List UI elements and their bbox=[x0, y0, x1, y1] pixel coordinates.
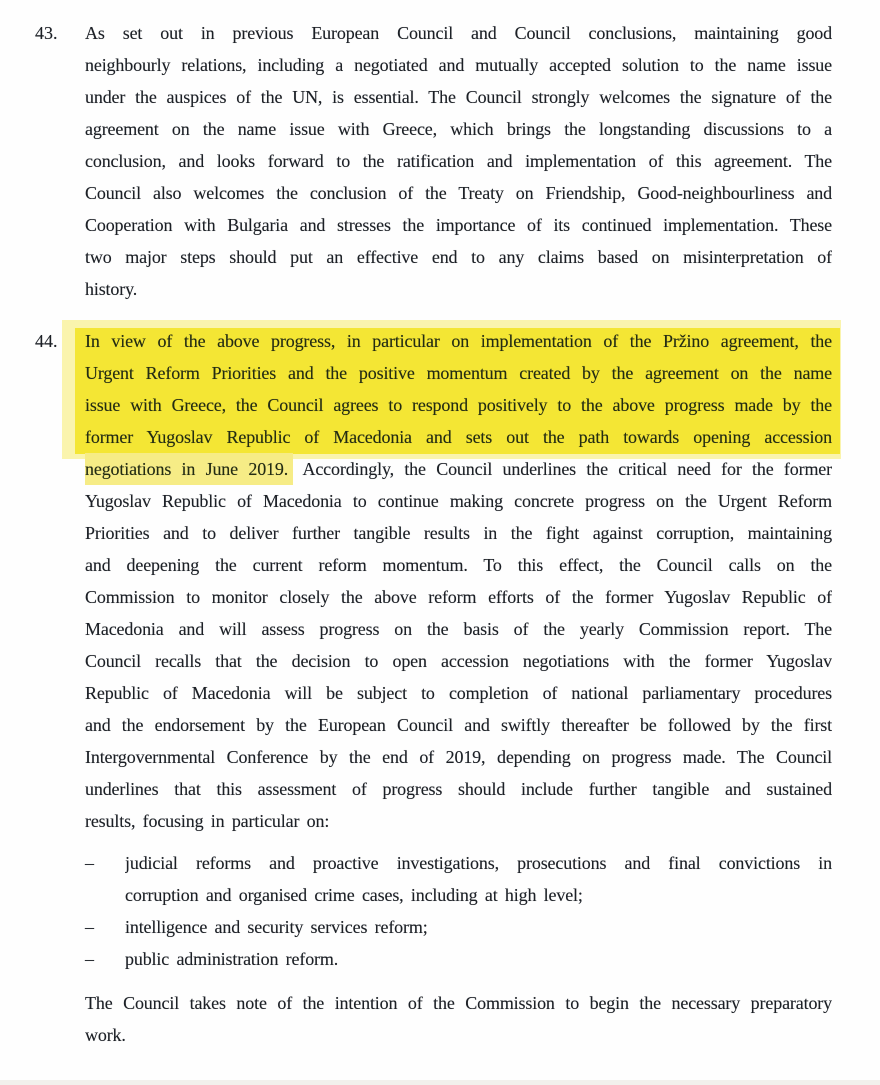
text-line: intelligence and security services reform; bbox=[125, 917, 428, 937]
text-line: Commission to monitor closely the above reform efforts of the former Yugoslav Republic of bbox=[85, 587, 832, 607]
list-item bbox=[85, 943, 832, 975]
paragraph-number: 44. bbox=[35, 331, 58, 351]
text-line: Council recalls that the decision to open accession negotiations with the former Yugoslav bbox=[85, 651, 832, 671]
text-line: Intergovernmental Conference by the end of 2019, depending on progress made. The Council bbox=[85, 747, 832, 767]
text-line: under the auspices of the UN, is essential. The Council strongly welcomes the signature of the bbox=[85, 87, 832, 107]
text-line: neighbourly relations, including a negotiated and mutually accepted solution to the name issue bbox=[85, 55, 832, 75]
bullet-dash: – bbox=[85, 949, 94, 969]
text-line: judicial reforms and proactive investigations, prosecutions and final convictions in bbox=[125, 853, 832, 873]
text-line: conclusion, and looks forward to the ratification and implementation of this agreement. The bbox=[85, 151, 832, 171]
highlighted-text: issue with Greece, the Council agrees to respond positively to the above progress made by the bbox=[85, 395, 832, 415]
text-line: public administration reform. bbox=[125, 949, 339, 969]
text-line: Yugoslav Republic of Macedonia to continue making concrete progress on the Urgent Reform bbox=[85, 491, 832, 511]
highlighted-text-line bbox=[85, 325, 832, 357]
text-line: As set out in previous European Council and Council conclusions, maintaining good bbox=[85, 23, 832, 43]
paragraph-number: 43. bbox=[35, 23, 58, 43]
text-line: corruption and organised crime cases, including at high level; bbox=[125, 885, 583, 905]
text-line: The Council takes note of the intention of the Commission to begin the necessary preparatory bbox=[85, 993, 832, 1013]
document-body bbox=[35, 17, 832, 1051]
bullet-dash: – bbox=[85, 853, 94, 873]
text-line: Republic of Macedonia will be subject to completion of national parliamentary procedures bbox=[85, 683, 832, 703]
paragraph-44 bbox=[35, 325, 832, 837]
highlighted-text-line bbox=[85, 389, 832, 421]
bullet-list bbox=[85, 847, 832, 975]
text-line: Priorities and to deliver further tangible results in the fight against corruption, maintaining bbox=[85, 523, 832, 543]
closing-paragraph bbox=[85, 987, 832, 1051]
text-line: and deepening the current reform momentum. To this effect, the Council calls on the bbox=[85, 555, 832, 575]
text-line: history. bbox=[85, 279, 138, 299]
list-item bbox=[85, 847, 832, 911]
highlighted-text-line bbox=[85, 421, 832, 453]
highlighted-text: In view of the above progress, in particular on implementation of the Pržino agreement, the bbox=[85, 331, 832, 351]
text-line: and the endorsement by the European Council and swiftly thereafter be followed by the first bbox=[85, 715, 832, 735]
list-item bbox=[85, 911, 832, 943]
page-scan-edge bbox=[0, 1080, 880, 1085]
highlighted-text: former Yugoslav Republic of Macedonia and sets out the path towards opening accession bbox=[85, 427, 832, 447]
text-line: Macedonia and will assess progress on the basis of the yearly Commission report. The bbox=[85, 619, 832, 639]
highlighted-text: Urgent Reform Priorities and the positive momentum created by the agreement on the name bbox=[85, 363, 832, 383]
text-line: Cooperation with Bulgaria and stresses the importance of its continued implementation. These bbox=[85, 215, 832, 235]
text-line: work. bbox=[85, 1025, 126, 1045]
text-line: underlines that this assessment of progress should include further tangible and sustained bbox=[85, 779, 832, 799]
highlighted-text: negotiations in June 2019. bbox=[85, 453, 293, 485]
partially-highlighted-text-line bbox=[85, 453, 832, 485]
text-line: Council also welcomes the conclusion of the Treaty on Friendship, Good-neighbourliness and bbox=[85, 183, 832, 203]
paragraph-43 bbox=[35, 17, 832, 305]
bullet-dash: – bbox=[85, 917, 94, 937]
text-line: two major steps should put an effective end to any claims based on misinterpretation of bbox=[85, 247, 832, 267]
highlighted-text-line bbox=[85, 357, 832, 389]
text-line: results, focusing in particular on: bbox=[85, 811, 330, 831]
plain-text: Accordingly, the Council underlines the critical need for the former bbox=[293, 459, 832, 479]
text-line: agreement on the name issue with Greece, which brings the longstanding discussions to a bbox=[85, 119, 832, 139]
